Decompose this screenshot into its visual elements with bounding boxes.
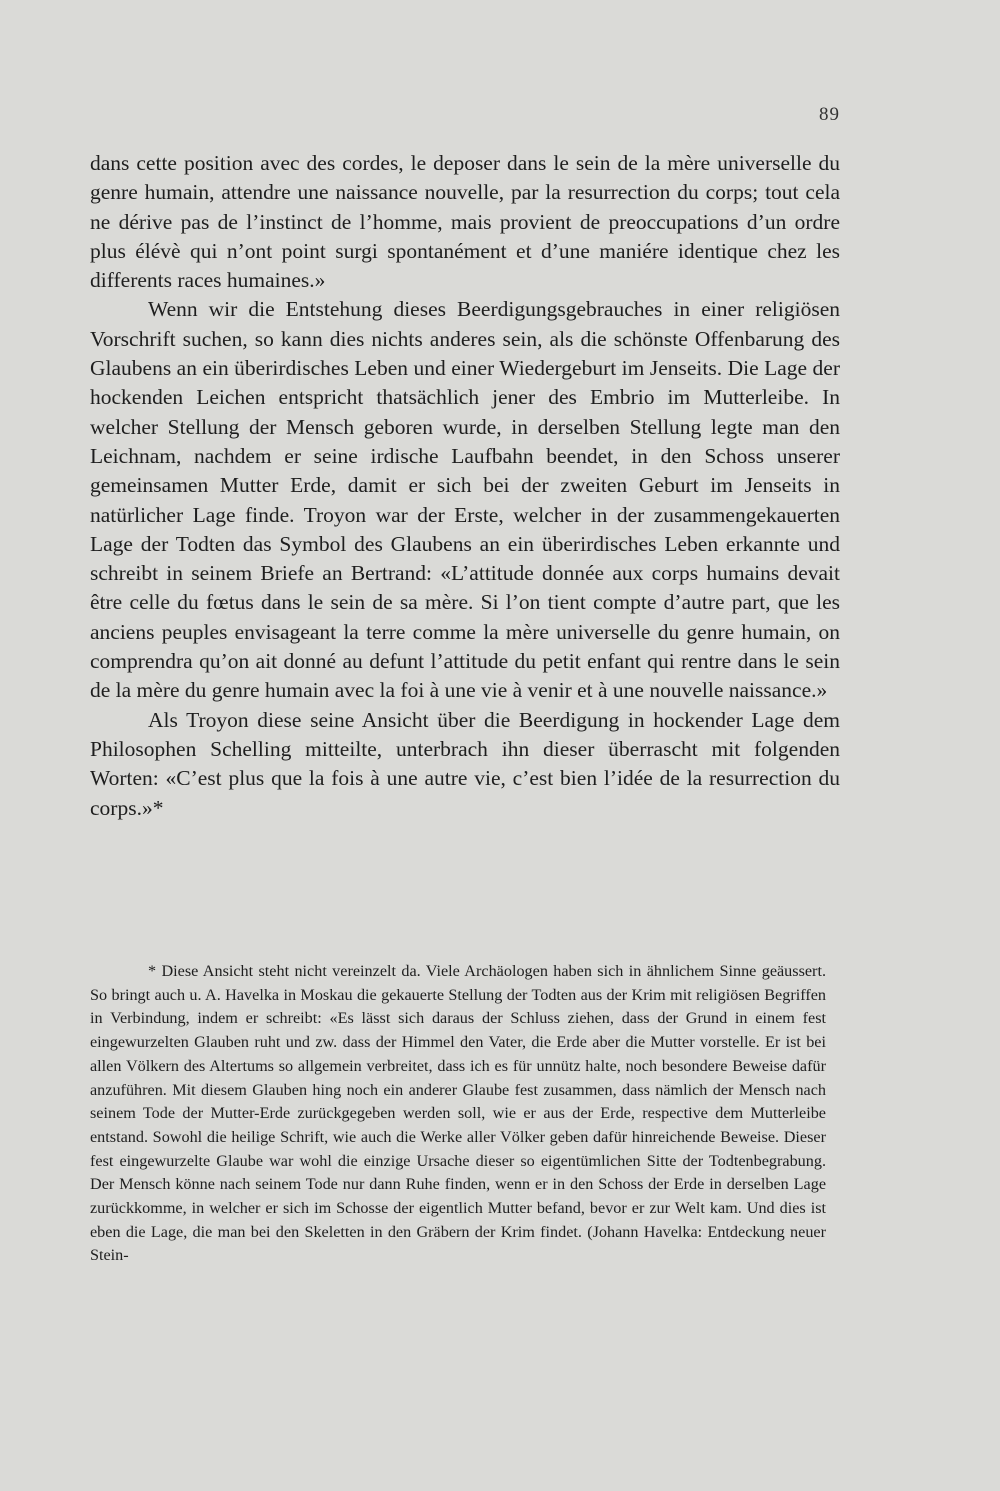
footnote-text: * Diese Ansicht steht nicht vereinzelt da. Viele Archäologen haben sich in ähnlichem Sinne geäussert. So bringt auch u. A. Havelka in Moskau die gekauerte Stellung der Todten aus der Krim mit religiösen Begriffen in Verbindung, indem er schreibt: «Es lässt sich daraus der Schluss ziehen, dass der Grund in einem fest eingewurzelten Glauben ruht und zw. dass der Himmel den Vater, die Erde aber die Mutter vorstelle. Er ist bei allen Völkern des Altertums so allgemein verbreitet, dass ich es für unnütz halte, noch besondere Beweise dafür anzuführen. Mit diesem Glauben hing noch ein anderer Glaube fest zusammen, dass nämlich der Mensch nach seinem Tode der Mutter-Erde zurückgegeben werden soll, wie er aus der Erde, respective dem Mutterleibe entstand. Sowohl die heilige Schrift, wie auch die Werke aller Völker geben dafür hinreichende Beweise. Dieser fest eingewurzelte Glaube war wohl die einzige Ursache dieser so eigentümlichen Sitte der Todtenbegrabung. Der Mensch könne nach seinem Tode nur dann Ruhe finden, wenn er in den Schoss der Erde in derselben Lage zurückkomme, in welcher er sich im Schosse der eigentlich Mutter befand, bevor er zur Welt kam. Und dies ist eben die Lage, die man bei den Skeletten in den Gräbern der Krim findet. (Johann Havelka: Entdeckung neuer Stein- xyxy=(90,962,826,1265)
paragraph-3: Als Troyon diese seine Ansicht über die Beerdigung in hockender Lage dem Philosophen Schelling mitteilte, unterbrach ihn dieser überrascht mit folgenden Worten: «C’est plus que la fois à une autre vie, c’est bien l’idée de la resurrection du corps.»* xyxy=(90,707,840,820)
page-number: 89 xyxy=(819,104,840,125)
footnote xyxy=(90,960,826,1268)
paragraph-2: Wenn wir die Entstehung dieses Beerdigungsgebrauches in einer religiösen Vorschrift suchen, so kann dies nichts anderes sein, als die schönste Offenbarung des Glaubens an ein überirdisches Leben und einer Wiedergeburt im Jenseits. Die Lage der hockenden Leichen entspricht thatsächlich jener des Embrio im Mutterleibe. In welcher Stellung der Mensch geboren wurde, in derselben Stellung legte man den Leichnam, nachdem er seine irdische Laufbahn beendet, in den Schoss unserer gemeinsamen Mutter Erde, damit er sich bei der zweiten Geburt im Jenseits in natürlicher Lage finde. Troyon war der Erste, welcher in der zusammengekauerten Lage der Todten das Symbol des Glaubens an ein überirdisches Leben erkannte und schreibt in seinem Briefe an Bertrand: «L’attitude donnée aux corps humains devait être celle du fœtus dans le sein de sa mère. Si l’on tient compte d’autre part, que les anciens peuples envisageant la terre comme la mère universelle du genre humain, on comprendra qu’on ait donné au defunt l’attitude du petit enfant qui rentre dans le sein de la mère du genre humain avec la foi à une vie à venir et à une nouvelle naissance.» xyxy=(90,297,840,703)
paragraph-1: dans cette position avec des cordes, le deposer dans le sein de la mère universelle du genre humain, attendre une naissance nouvelle, par la resurrection du corps; tout cela ne dérive pas de l’instinct de l’homme, mais provient de preoccupations d’un ordre plus élévè qui n’ont point surgi spontanément et d’une maniére identique chez les differents races humaines.» xyxy=(90,151,840,293)
main-text xyxy=(90,149,840,823)
